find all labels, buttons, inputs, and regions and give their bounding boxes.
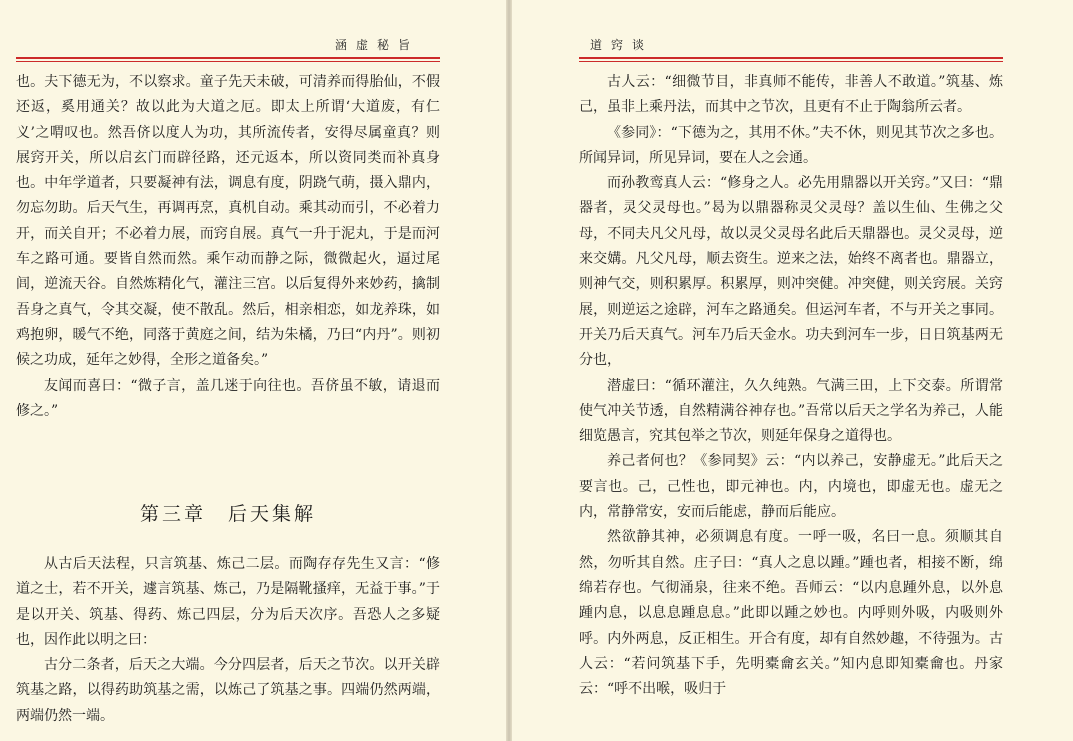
paragraph: 养己者何也？《参同契》云：“内以养己，安静虚无。”此后天之要言也。己，己性也，即元神也。内，内境也，即虚无也。虚无之内，常静常安，安而后能虑，静而后能应。 — [579, 453, 1003, 521]
chapter-title: 第三章 后天集解 — [139, 503, 316, 525]
paragraph: 然欲静其神，必须调息有度。一呼一吸，名曰一息。须顺其自然，勿听其自然。庄子曰：“真人之息以踵。”踵也者，相接不断，绵绵若存也。气彻涌泉，往来不绝。吾师云：“以内息踵外息，以外息踵内息，以息息踵息息。”此即以踵之妙也。内呼则外吸，内吸则外呼。内外两息，反正相生。开合有度，却有自然妙趣，不待强为。古人云：“若问筑基下手，先明橐龠玄关。”知内息即知橐龠也。丹家云：“呼不出喉，吸归于 — [579, 529, 1003, 698]
header-rule-top — [16, 57, 440, 59]
running-head-left: 涵虚秘旨 — [335, 38, 420, 52]
paragraph: 也。夫下德无为，不以察求。童子先天未破，可清养而得胎仙，不假还返，奚用通关？故以此为大道之厄。即太上所谓‘大道废，有仁义’之喟叹也。然吾侪以度人为功，其所流传者，安得尽属童真？则展窍开关，所以启玄门而辟径路，还元返本，所以资同类而补真身也。中年学道者，只要凝神有法，调息有度，阴跷气萌，摄入鼎内，勿忘勿助。后天气生，再调再烹，真机自动。乘其动而引，不必着力开，而关自开；不必着力展，而窍自展。真气一升于泥丸，于是而河车之路可通。要皆自然而然。乘乍动而静之际，微微起火，逼过尾闾，逆流天谷。自然炼精化气，灌注三宫。以后复得外来妙药，擒制吾身之真气，令其交凝，使不散乱。然后，相亲相恋，如龙养珠，如鸡抱卵，暖气不绝，同落于黄庭之间，结为朱橘，乃曰“内丹”。则初候之功成，延年之妙得，全形之道备矣。” — [16, 74, 440, 369]
paragraph: 友闻而喜曰：“微子言，盖几迷于向往也。吾侪虽不敏，请退而修之。” — [16, 377, 440, 419]
header-rule-bottom — [16, 61, 440, 62]
left-body-bottom — [16, 552, 440, 729]
paragraph: 从古后天法程，只言筑基、炼己二层。而陶存存先生又言：“修道之士，若不开关，遽言筑基、炼己，乃是隔靴搔痒，无益于事。”于是以开关、筑基、得药、炼己四层，分为后天次序。吾恐人之多疑也，因作此以明之曰： — [16, 556, 440, 648]
header-rule-top-right — [579, 57, 1003, 59]
left-page — [0, 0, 506, 741]
paragraph: 《参同》：“下德为之，其用不休。”夫不休，则见其节次之多也。所闻异词，所见异词，要在人之会通。 — [579, 124, 1003, 166]
paragraph: 潜虚曰：“循环灌注，久久纯熟。气满三田，上下交泰。所谓常使气冲关节透，自然精满谷神存也。”吾常以后天之学名为养己，人能细览愚言，究其包举之节次，则延年保身之道得也。 — [579, 377, 1003, 445]
running-head-right: 道窍谈 — [590, 38, 654, 52]
right-page — [512, 0, 1073, 741]
left-body-top — [16, 70, 440, 424]
header-rule-bottom-right — [579, 61, 1003, 62]
paragraph: 古人云：“细微节目，非真师不能传，非善人不敢道。”筑基、炼己，虽非上乘丹法，而其中之节次，且更有不止于陶翁所云者。 — [579, 74, 1003, 116]
paragraph: 古分二条者，后天之大端。今分四层者，后天之节次。以开关辟筑基之路，以得药助筑基之需，以炼己了筑基之事。四端仍然两端，两端仍然一端。 — [16, 657, 440, 724]
paragraph: 而孙教鸾真人云：“修身之人。必先用鼎器以开关窍。”又曰：“鼎器者，灵父灵母也。”曷为以鼎器称灵父灵母？盖以生仙、生佛之父母，不同夫凡父凡母，故以灵父灵母名此后天鼎器也。灵父灵母，逆来交媾。凡父凡母，顺去资生。逆来之法，始终不离者也。鼎器立，则神气交，则积累厚。积累厚，则冲突健。冲突健，则关窍展。关窍展，则逆运之途辟，河车之路通矣。但运河车者，不与开关之事同。开关乃后天真气。河车乃后天金水。功夫到河车一步，日日筑基两无分也， — [579, 175, 1003, 369]
right-body — [579, 70, 1003, 702]
